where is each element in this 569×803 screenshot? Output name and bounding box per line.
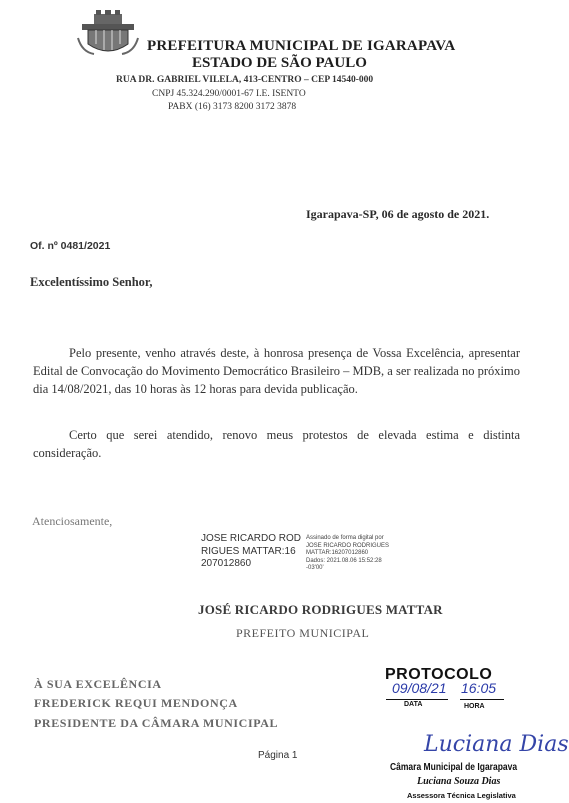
body-paragraph-1: Pelo presente, venho através deste, à honrosa presença de Vossa Excelência, apresentar Edital de Convocação do Movimento Democrático Brasileiro – MDB, a ser realizada no próximo dia 14/08/2021, das 10 horas às 12 horas para devida publicação. [33,346,520,396]
cnpj-line: CNPJ 45.324.290/0001-67 I.E. ISENTO [152,89,306,99]
protocol-date-label: DATA [404,701,423,708]
office-number: Of. nº 0481/2021 [30,240,111,252]
protocol-date-handwritten: 09/08/21 [392,680,447,696]
date-line: Igarapava-SP, 06 de agosto de 2021. [306,207,490,221]
chamber-stamp-line-2: Luciana Souza Dias [417,776,501,787]
protocol-time-handwritten: 16:05 [461,680,497,696]
sig-detail-line: Dados: 2021.08.06 15:52:28 [306,557,382,564]
sig-detail-line: JOSE RICARDO RODRIGUES [306,542,390,549]
protocol-date-underline [386,699,448,700]
signatory-name: JOSÉ RICARDO RODRIGUES MATTAR [198,602,443,617]
protocol-stamp-title: PROTOCOLO [385,666,493,683]
recipient-line-2: FREDERICK REQUI MENDONÇA [34,696,238,710]
recipient-line-3: PRESIDENTE DA CÂMARA MUNICIPAL [34,716,279,730]
chamber-stamp-line-3: Assessora Técnica Legislativa [407,791,516,800]
body-paragraph-2: Certo que serei atendido, renovo meus protestos de elevada estima e distinta consideração. [33,428,520,460]
municipal-crest-icon [76,8,140,58]
signatory-title: PREFEITO MUNICIPAL [236,626,370,640]
sig-detail-line: Assinado de forma digital por [306,535,384,541]
salutation: Excelentíssimo Senhor, [30,275,153,289]
sig-detail-line: MATTAR:16207012860 [306,550,369,556]
recipient-line-1: À SUA EXCELÊNCIA [34,677,162,691]
phone-line: PABX (16) 3173 8200 3172 3878 [168,102,297,112]
digital-signature-details [306,535,416,573]
sig-detail-line: -03'00' [306,565,324,571]
handwritten-signature: Luciana Dias [424,732,569,757]
closing: Atenciosamente, [32,514,113,528]
page-number: Página 1 [258,750,298,761]
state-title: ESTADO DE SÃO PAULO [192,55,367,71]
address-line: RUA DR. GABRIEL VILELA, 413-CENTRO – CEP 14540-000 [116,75,374,85]
protocol-time-label: HORA [464,703,485,710]
protocol-time-underline [460,699,504,700]
digital-signature-signer: JOSE RICARDO RODRIGUES MATTAR:16207012860 [201,533,302,569]
chamber-stamp-line-1: Câmara Municipal de Igarapava [390,762,518,773]
municipality-title: PREFEITURA MUNICIPAL DE IGARAPAVA [147,38,456,54]
